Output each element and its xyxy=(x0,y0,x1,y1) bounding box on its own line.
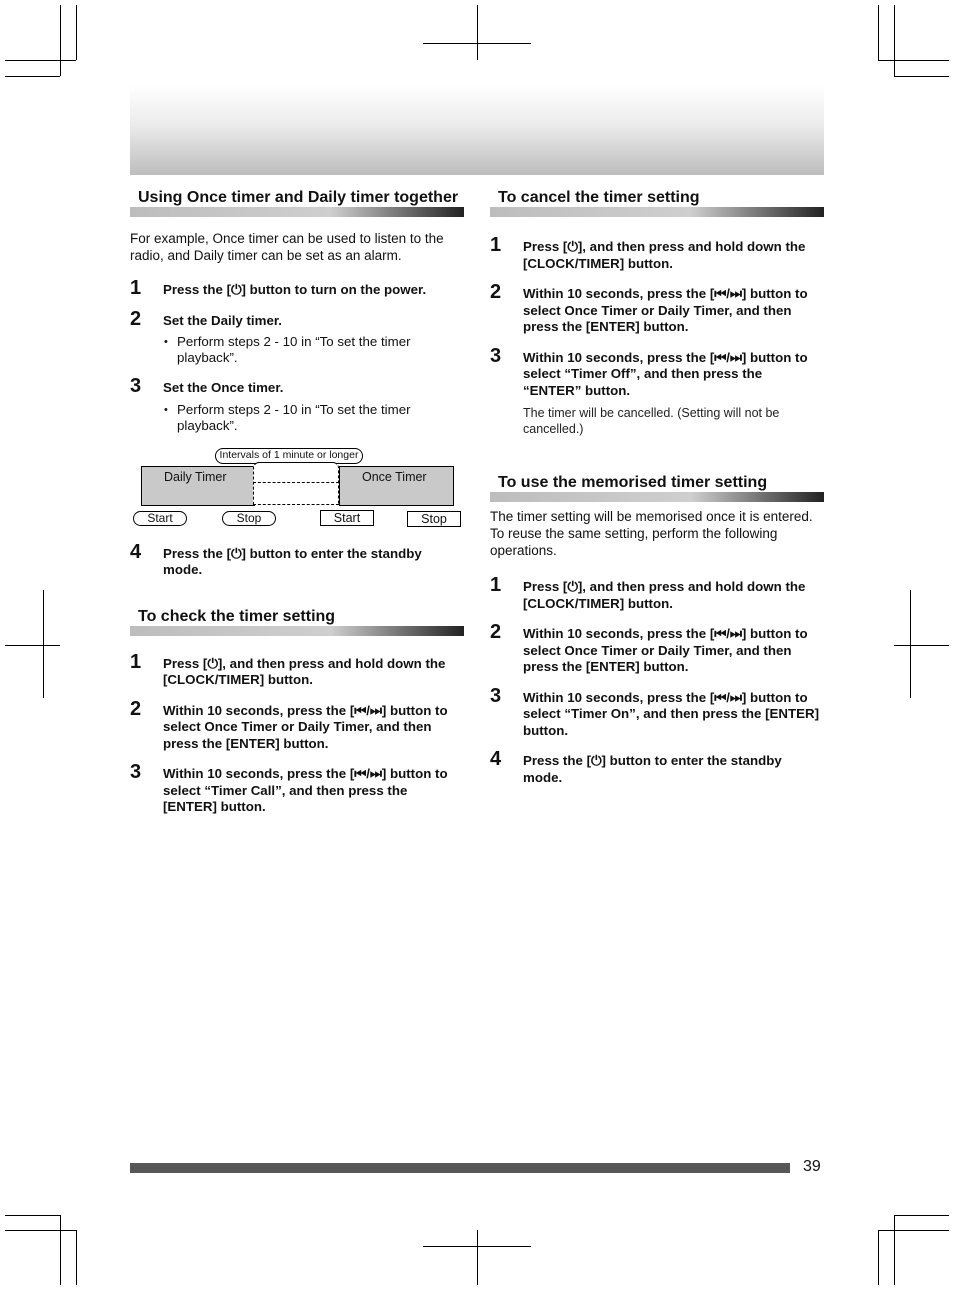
section-title-bar xyxy=(490,492,824,502)
step-2 xyxy=(130,697,464,753)
header-band xyxy=(130,85,824,175)
section-once-daily xyxy=(130,186,464,579)
sub-bullet: • Perform steps 2 - 10 in “To set the timer playback”. xyxy=(164,334,411,365)
step-1 xyxy=(130,277,464,299)
section-title-bar xyxy=(130,207,464,217)
step-text: Within 10 seconds, press the [⏮/⏭] button to select “Timer Call”, and then press the [ENTER] button. xyxy=(163,766,448,814)
step-text: Press the [⏻] button to turn on the power. xyxy=(163,282,427,297)
step-text: Within 10 seconds, press the [⏮/⏭] button to select “Timer On”, and then press the [ENTER] button. xyxy=(523,689,820,738)
start-label-once: Start xyxy=(320,510,374,526)
step-3 xyxy=(490,344,824,438)
step-1 xyxy=(490,234,824,272)
daily-timer-label: Daily Timer xyxy=(164,469,227,484)
section-title: To check the timer setting xyxy=(138,607,336,625)
start-label-daily: Start xyxy=(133,511,187,526)
step-number: 2 xyxy=(130,697,142,720)
step-text: Press the [⏻] button to enter the standby mode. xyxy=(523,753,782,785)
step-number: 3 xyxy=(490,684,502,707)
step-number: 4 xyxy=(490,748,502,770)
step-4 xyxy=(490,748,824,786)
section-title: Using Once timer and Daily timer together xyxy=(138,189,459,206)
cancel-note: The timer will be cancelled. (Setting will not be cancelled.) xyxy=(523,406,780,436)
interval-gap xyxy=(253,462,339,505)
step-text: Press [⏻], and then press and hold down the [CLOCK/TIMER] button. xyxy=(523,239,806,271)
step-number: 1 xyxy=(130,277,142,299)
step-1 xyxy=(130,650,464,689)
step-number: 2 xyxy=(490,281,502,303)
step-text: Within 10 seconds, press the [⏮/⏭] button to select Once Timer or Daily Timer, and then press the [ENTER] button. xyxy=(523,286,808,334)
step-number: 2 xyxy=(130,307,142,330)
sub-bullet: • Perform steps 2 - 10 in “To set the timer playback”. xyxy=(164,401,411,433)
stop-label-once: Stop xyxy=(407,511,461,527)
once-timer-label: Once Timer xyxy=(362,469,427,484)
right-column xyxy=(490,186,824,786)
step-2 xyxy=(130,307,464,367)
step-text: Set the Daily timer. xyxy=(163,312,282,328)
step-text: Press the [⏻] button to enter the standby mode. xyxy=(163,545,422,577)
step-text: Press [⏻], and then press and hold down the [CLOCK/TIMER] button. xyxy=(523,579,806,611)
step-1 xyxy=(490,574,824,612)
step-3 xyxy=(130,375,464,434)
intro-paragraph: The timer setting will be memorised once it is entered. To reuse the same setting, perform the following operations. xyxy=(490,509,813,558)
stop-label-daily: Stop xyxy=(222,511,276,526)
step-number: 3 xyxy=(130,761,142,783)
section-memorised-timer xyxy=(490,471,824,786)
step-number: 3 xyxy=(490,344,502,367)
step-2 xyxy=(490,281,824,336)
interval-midline xyxy=(253,482,339,483)
step-4 xyxy=(130,540,464,579)
sub-bullet-text: Perform steps 2 - 10 in “To set the timer playback”. xyxy=(177,401,411,433)
step-number: 1 xyxy=(490,234,502,256)
step-text: Within 10 seconds, press the [⏮/⏭] button to select Once Timer or Daily Timer, and then press the [ENTER] button. xyxy=(523,626,808,674)
interval-label: Intervals of 1 minute or longer xyxy=(215,448,363,464)
timer-diagram xyxy=(130,448,464,540)
step-number: 1 xyxy=(130,650,142,673)
step-number: 2 xyxy=(490,621,502,643)
step-number: 4 xyxy=(130,540,142,563)
step-3 xyxy=(490,684,824,740)
section-title-bar xyxy=(490,207,824,217)
sub-bullet-text: Perform steps 2 - 10 in “To set the timer playback”. xyxy=(177,334,411,365)
step-text: Press [⏻], and then press and hold down the [CLOCK/TIMER] button. xyxy=(163,655,446,687)
section-cancel-timer xyxy=(490,186,824,437)
step-text: Set the Once timer. xyxy=(163,380,284,395)
step-number: 1 xyxy=(490,574,502,596)
step-number: 3 xyxy=(130,375,142,397)
section-title: To cancel the timer setting xyxy=(498,189,700,206)
step-text: Within 10 seconds, press the [⏮/⏭] button to select Once Timer or Daily Timer, and then press the [ENTER] button. xyxy=(163,702,448,751)
intro-paragraph: For example, Once timer can be used to listen to the radio, and Daily timer can be set as an alarm. xyxy=(130,231,444,263)
once-timer-block xyxy=(339,466,454,506)
interval-baseline xyxy=(253,504,339,505)
daily-timer-block xyxy=(141,466,255,506)
step-text: Within 10 seconds, press the [⏮/⏭] button to select “Timer Off”, and then press the “ENTER” button. xyxy=(523,349,808,398)
section-title-bar xyxy=(130,626,464,636)
section-check-timer xyxy=(130,605,464,816)
step-3 xyxy=(130,761,464,816)
footer-bar xyxy=(130,1163,790,1173)
section-title: To use the memorised timer setting xyxy=(498,474,768,491)
step-2 xyxy=(490,621,824,676)
left-column xyxy=(130,186,464,816)
page-number: 39 xyxy=(803,1158,821,1175)
